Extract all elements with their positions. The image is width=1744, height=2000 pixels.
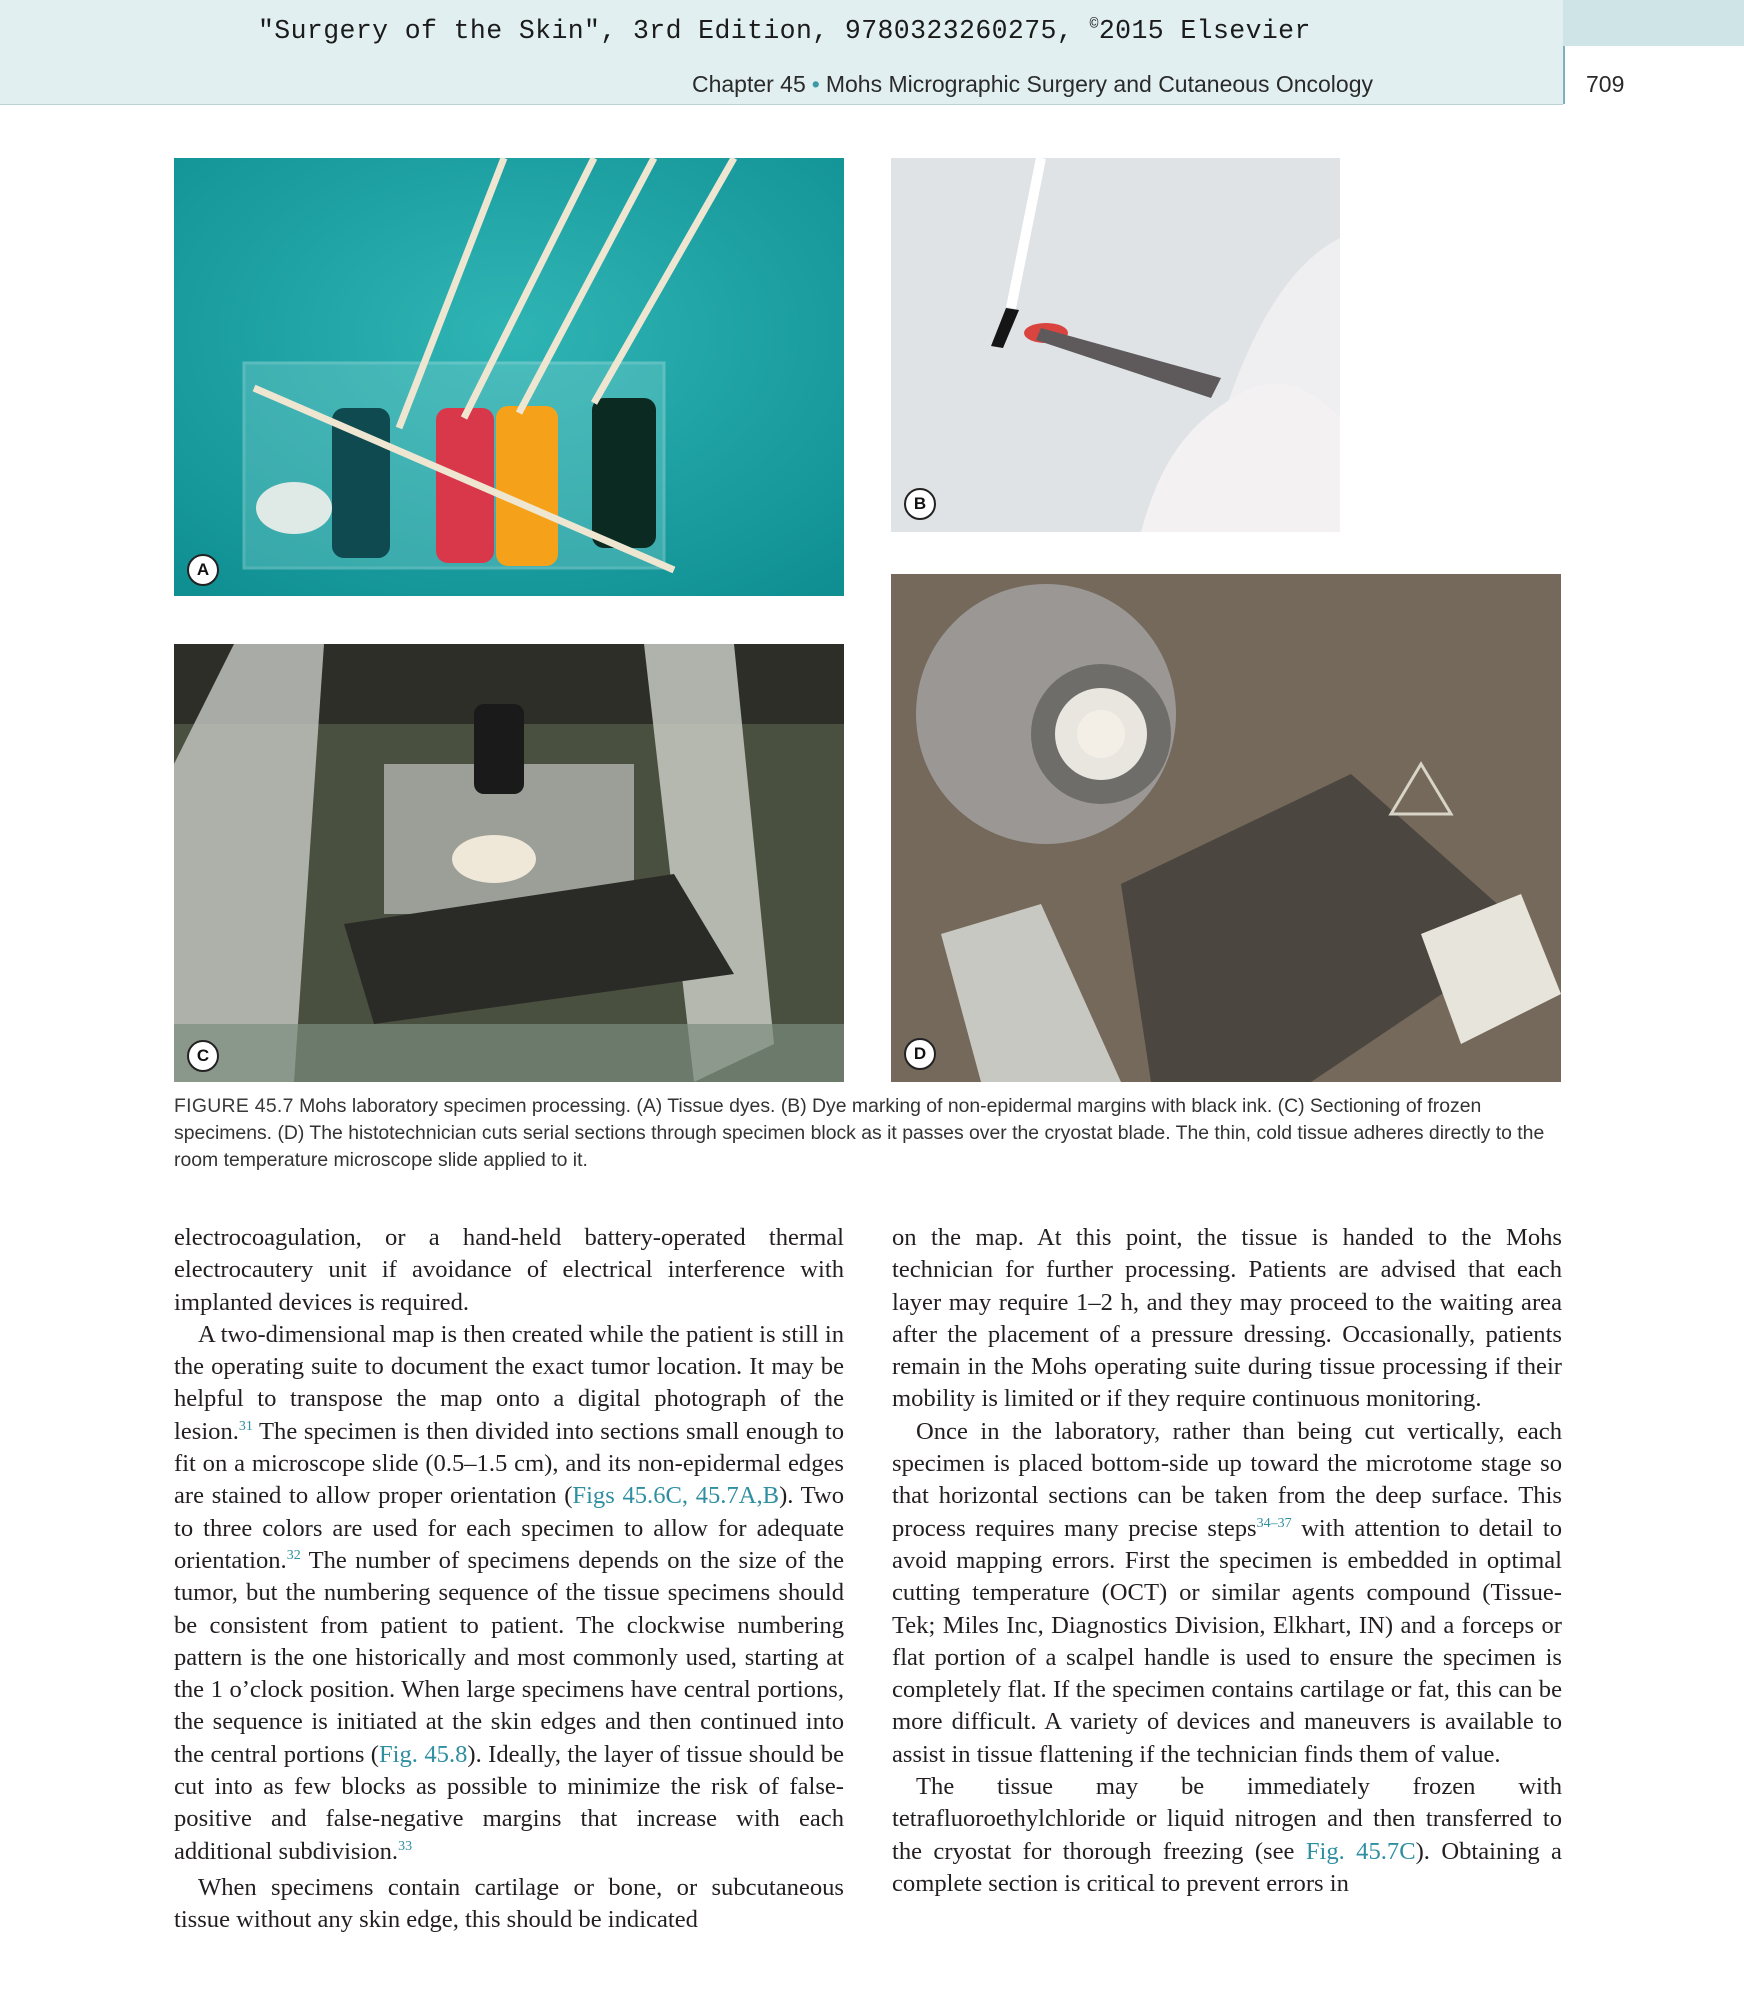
copyright-mark: ©	[1089, 16, 1099, 34]
chapter-title: Mohs Micrographic Surgery and Cutaneous Oncology	[825, 71, 1373, 97]
reference-33[interactable]: 33	[398, 1838, 413, 1854]
text-run: with attention to detail to avoid mapping errors. First the specimen is embedded in optimal cutting temperature (OCT) or similar agents compound (Tissue-Tek; Miles Inc, Diagnostics Division, Elkhart, IN) and a forceps or flat portion of a scalpel handle is used to ensure the specimen is completely flat. If the specimen contains cartilage or fat, this can be more difficult. A variety of devices and maneuvers is available to assist in tissue flattening if the technician finds them of value.	[892, 1514, 1562, 1768]
right-column	[892, 1222, 1562, 1900]
reference-31[interactable]: 31	[238, 1418, 253, 1434]
left-column	[174, 1222, 844, 1937]
panel-label-d: D	[904, 1038, 936, 1070]
dye-marking-photo	[891, 158, 1340, 532]
text-run: Once in the laboratory, rather than being cut vertically, each specimen is placed bottom-side up toward the microtome stage so that horizontal sections can be taken from the deep surface. This process requires many precise steps	[892, 1417, 1562, 1542]
header-bar	[0, 0, 1563, 105]
figure-panel-d	[891, 574, 1561, 1082]
panel-label-c: C	[187, 1040, 219, 1072]
book-banner	[258, 16, 1311, 46]
paragraph	[892, 1771, 1562, 1900]
tissue-dyes-photo	[174, 158, 844, 596]
bullet-icon: •	[811, 71, 820, 97]
figure-panel-c	[174, 644, 844, 1082]
sectioning-photo	[174, 644, 844, 1082]
text-run: The specimen is then divided into sections small enough to fit on a microscope slide (0.5–1.5 cm), and its non-epidermal edges are stained to allow proper orientation (	[174, 1417, 844, 1510]
text-run: The number of specimens depends on the size of the tumor, but the numbering sequence of the tissue specimens should be consistent from patient to patient. The clockwise numbering pattern is the one historically and most commonly used, starting at the 1 o’clock position. When large specimens have central portions, the sequence is initiated at the skin edges and then continued into the central portions (	[174, 1546, 844, 1768]
page-number: 709	[1586, 71, 1625, 97]
paragraph: When specimens contain cartilage or bone, or subcutaneous tissue without any skin edge, this should be indicated	[174, 1873, 844, 1934]
text-run: A two-dimensional map is then created while the patient is still in the operating suite to document the exact tumor location. It may be helpful to transpose the map onto a digital photograph of the lesion.	[174, 1320, 844, 1445]
reference-32[interactable]: 32	[286, 1547, 301, 1563]
tab-shade	[1563, 0, 1744, 46]
paragraph: on the map. At this point, the tissue is handed to the Mohs technician for further processing. Patients are advised that each layer may require 1–2 h, and they may proceed to the waiting area after the placement of a pressure dressing. Occasionally, patients remain in the Mohs operating suite during tissue processing if their mobility is limited or if they require continuous monitoring.	[892, 1224, 1562, 1413]
chapter-label: Chapter 45	[691, 71, 806, 97]
divider	[1563, 46, 1565, 104]
paragraph: electrocoagulation, or a hand-held battery-operated thermal electrocautery unit if avoidance of electrical interference with implanted devices is required.	[174, 1224, 844, 1316]
running-head	[692, 71, 1373, 98]
paragraph	[174, 1319, 844, 1868]
figure-link-45-7c[interactable]: Fig. 45.7C	[1305, 1837, 1416, 1865]
caption-text: Mohs laboratory specimen processing. (A) Tissue dyes. (B) Dye marking of non-epidermal margins with black ink. (C) Sectioning of frozen specimens. (D) The histotechnician cuts serial sections through specimen block as it passes over the cryostat blade. The thin, cold tissue adheres directly to the room temperature microscope slide applied to it.	[174, 1095, 1545, 1171]
panel-label-b: B	[904, 488, 936, 520]
reference-34-37[interactable]: 34–37	[1256, 1515, 1292, 1531]
text-run: ). Obtaining a complete section is critical to prevent errors in	[892, 1837, 1562, 1897]
figure-panel-a	[174, 158, 844, 596]
cryostat-photo	[891, 574, 1561, 1082]
figure-label: FIGURE 45.7	[174, 1095, 294, 1117]
figure-caption	[174, 1093, 1564, 1174]
figure-link-45-6c[interactable]: Figs 45.6C, 45.7A,B	[572, 1482, 780, 1510]
figure-panel-b	[891, 158, 1340, 532]
paragraph	[892, 1416, 1562, 1771]
banner-text: "Surgery of the Skin", 3rd Edition, 9780323260275,	[258, 16, 1090, 46]
panel-label-a: A	[187, 554, 219, 586]
text-run: ). Ideally, the layer of tissue should be cut into as few blocks as possible to minimize the risk of false-positive and false-negative margins that increase with each additional subdivision.	[174, 1740, 844, 1865]
text-run: The tissue may be immediately frozen with tetrafluoroethylchloride or liquid nitrogen and then transferred to the cryostat for thorough freezing (see	[892, 1773, 1562, 1865]
figure-link-45-8[interactable]: Fig. 45.8	[379, 1740, 468, 1768]
text-run: ). Two to three colors are used for each specimen to allow for adequate orientation.	[174, 1482, 845, 1574]
banner-publisher: 2015 Elsevier	[1098, 16, 1311, 46]
